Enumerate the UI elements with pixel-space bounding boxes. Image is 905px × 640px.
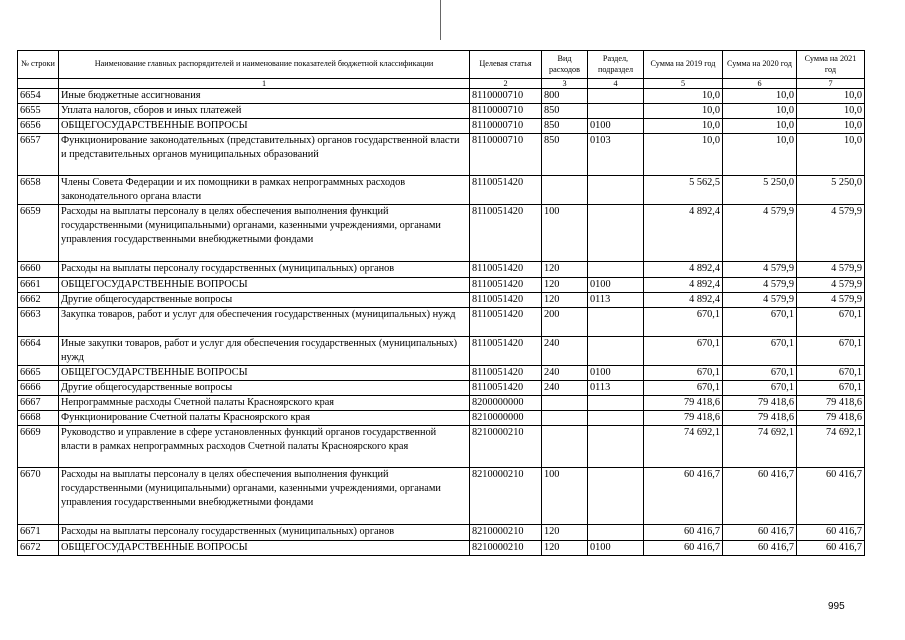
row-razdel (588, 104, 644, 119)
row-razdel: 0113 (588, 381, 644, 396)
row-target-code: 8200000000 (470, 396, 542, 411)
row-razdel (588, 396, 644, 411)
column-number: 6 (723, 79, 797, 89)
row-vid: 120 (542, 262, 588, 278)
row-target-code: 8110000710 (470, 119, 542, 134)
header-name: Наименование главных распорядителей и наименование показателей бюджетной классификации (59, 51, 470, 79)
row-sum-2021: 10,0 (797, 119, 865, 134)
row-number: 6656 (18, 119, 59, 134)
table-row (18, 89, 865, 104)
header-sum-2020: Сумма на 2020 год (723, 51, 797, 79)
row-vid: 120 (542, 293, 588, 308)
row-vid: 850 (542, 134, 588, 176)
row-target-code: 8110000710 (470, 104, 542, 119)
row-sum-2019: 670,1 (644, 366, 723, 381)
row-vid: 120 (542, 541, 588, 556)
row-sum-2021: 60 416,7 (797, 468, 865, 525)
header-sum-2021: Сумма на 2021 год (797, 51, 865, 79)
header-vid: Вид расходов (542, 51, 588, 79)
table-row (18, 119, 865, 134)
row-sum-2020: 670,1 (723, 381, 797, 396)
row-sum-2019: 4 892,4 (644, 293, 723, 308)
header-sum-2019: Сумма на 2019 год (644, 51, 723, 79)
row-sum-2021: 670,1 (797, 308, 865, 337)
row-razdel (588, 308, 644, 337)
header-row (18, 51, 865, 79)
row-sum-2020: 10,0 (723, 89, 797, 104)
row-vid: 120 (542, 278, 588, 293)
row-sum-2021: 4 579,9 (797, 262, 865, 278)
row-sum-2020: 60 416,7 (723, 541, 797, 556)
table-row (18, 426, 865, 468)
row-razdel (588, 205, 644, 262)
row-target-code: 8110051420 (470, 293, 542, 308)
column-number-row (18, 79, 865, 89)
row-sum-2019: 60 416,7 (644, 525, 723, 541)
row-name: Уплата налогов, сборов и иных платежей (59, 104, 470, 119)
row-sum-2019: 74 692,1 (644, 426, 723, 468)
row-vid: 120 (542, 525, 588, 541)
row-target-code: 8210000210 (470, 426, 542, 468)
row-target-code: 8210000000 (470, 411, 542, 426)
row-name: Расходы на выплаты персоналу в целях обеспечения выполнения функций государственными (муниципальными) органами, казенными учреждениями, органами управления государственными внебюджетными фондами (59, 468, 470, 525)
header-target: Целевая статья (470, 51, 542, 79)
page-number: 995 (828, 601, 845, 612)
row-sum-2020: 5 250,0 (723, 176, 797, 205)
row-name: Другие общегосударственные вопросы (59, 381, 470, 396)
row-name: Расходы на выплаты персоналу государственных (муниципальных) органов (59, 262, 470, 278)
row-sum-2020: 670,1 (723, 366, 797, 381)
row-sum-2021: 670,1 (797, 381, 865, 396)
column-number: 2 (470, 79, 542, 89)
row-name: Функционирование законодательных (представительных) органов государственной власти и представительных органов муниципальных образований (59, 134, 470, 176)
table-row (18, 541, 865, 556)
row-sum-2021: 60 416,7 (797, 525, 865, 541)
row-name: Другие общегосударственные вопросы (59, 293, 470, 308)
row-target-code: 8110051420 (470, 176, 542, 205)
row-sum-2020: 60 416,7 (723, 525, 797, 541)
header-razdel: Раздел, подраздел (588, 51, 644, 79)
table-row (18, 134, 865, 176)
column-number: 1 (59, 79, 470, 89)
row-target-code: 8110051420 (470, 366, 542, 381)
row-razdel (588, 411, 644, 426)
row-razdel (588, 525, 644, 541)
row-razdel: 0100 (588, 541, 644, 556)
row-razdel (588, 262, 644, 278)
row-vid (542, 411, 588, 426)
table-row (18, 176, 865, 205)
row-name: ОБЩЕГОСУДАРСТВЕННЫЕ ВОПРОСЫ (59, 278, 470, 293)
row-number: 6660 (18, 262, 59, 278)
row-sum-2020: 670,1 (723, 337, 797, 366)
row-sum-2019: 10,0 (644, 134, 723, 176)
row-name: Иные бюджетные ассигнования (59, 89, 470, 104)
row-number: 6663 (18, 308, 59, 337)
table-row (18, 381, 865, 396)
row-number: 6672 (18, 541, 59, 556)
row-sum-2021: 10,0 (797, 104, 865, 119)
row-sum-2019: 5 562,5 (644, 176, 723, 205)
row-razdel (588, 426, 644, 468)
row-sum-2019: 10,0 (644, 104, 723, 119)
row-number: 6657 (18, 134, 59, 176)
row-sum-2020: 74 692,1 (723, 426, 797, 468)
row-target-code: 8210000210 (470, 468, 542, 525)
row-vid: 800 (542, 89, 588, 104)
row-target-code: 8210000210 (470, 541, 542, 556)
row-vid (542, 176, 588, 205)
table-row (18, 104, 865, 119)
row-sum-2019: 10,0 (644, 89, 723, 104)
row-sum-2019: 4 892,4 (644, 262, 723, 278)
row-sum-2020: 4 579,9 (723, 278, 797, 293)
table-row (18, 396, 865, 411)
row-sum-2021: 74 692,1 (797, 426, 865, 468)
budget-table (17, 50, 865, 556)
row-number: 6654 (18, 89, 59, 104)
row-razdel: 0100 (588, 366, 644, 381)
row-vid (542, 396, 588, 411)
column-number: 4 (588, 79, 644, 89)
row-name: Расходы на выплаты персоналу государственных (муниципальных) органов (59, 525, 470, 541)
row-name: ОБЩЕГОСУДАРСТВЕННЫЕ ВОПРОСЫ (59, 541, 470, 556)
row-number: 6671 (18, 525, 59, 541)
column-number: 3 (542, 79, 588, 89)
row-sum-2021: 10,0 (797, 134, 865, 176)
row-sum-2021: 10,0 (797, 89, 865, 104)
row-sum-2019: 60 416,7 (644, 468, 723, 525)
row-target-code: 8110000710 (470, 89, 542, 104)
row-number: 6668 (18, 411, 59, 426)
row-sum-2021: 670,1 (797, 366, 865, 381)
row-number: 6664 (18, 337, 59, 366)
row-number: 6667 (18, 396, 59, 411)
row-vid: 240 (542, 381, 588, 396)
row-razdel (588, 337, 644, 366)
row-razdel (588, 468, 644, 525)
row-sum-2020: 4 579,9 (723, 205, 797, 262)
row-vid: 850 (542, 104, 588, 119)
row-sum-2021: 4 579,9 (797, 205, 865, 262)
row-sum-2020: 10,0 (723, 104, 797, 119)
row-name: Закупка товаров, работ и услуг для обеспечения государственных (муниципальных) нужд (59, 308, 470, 337)
row-number: 6655 (18, 104, 59, 119)
table-row (18, 205, 865, 262)
row-name: Непрограммные расходы Счетной палаты Красноярского края (59, 396, 470, 411)
row-target-code: 8110051420 (470, 205, 542, 262)
column-number: 7 (797, 79, 865, 89)
row-name: Иные закупки товаров, работ и услуг для обеспечения государственных (муниципальных) нужд (59, 337, 470, 366)
row-number: 6659 (18, 205, 59, 262)
row-number: 6669 (18, 426, 59, 468)
row-target-code: 8110051420 (470, 337, 542, 366)
row-name: Члены Совета Федерации и их помощники в рамках непрограммных расходов законодательного органа власти (59, 176, 470, 205)
row-sum-2019: 670,1 (644, 337, 723, 366)
table-row (18, 525, 865, 541)
table-row (18, 278, 865, 293)
row-sum-2019: 79 418,6 (644, 396, 723, 411)
row-sum-2021: 4 579,9 (797, 293, 865, 308)
column-number (18, 79, 59, 89)
row-sum-2020: 4 579,9 (723, 293, 797, 308)
row-razdel: 0100 (588, 119, 644, 134)
table-row (18, 293, 865, 308)
table-row (18, 308, 865, 337)
row-sum-2020: 79 418,6 (723, 411, 797, 426)
row-razdel (588, 89, 644, 104)
row-sum-2020: 10,0 (723, 134, 797, 176)
row-vid (542, 426, 588, 468)
row-number: 6661 (18, 278, 59, 293)
row-sum-2019: 4 892,4 (644, 205, 723, 262)
row-number: 6670 (18, 468, 59, 525)
row-sum-2020: 79 418,6 (723, 396, 797, 411)
row-sum-2019: 60 416,7 (644, 541, 723, 556)
row-sum-2021: 79 418,6 (797, 396, 865, 411)
row-sum-2021: 79 418,6 (797, 411, 865, 426)
row-vid: 240 (542, 337, 588, 366)
row-target-code: 8110051420 (470, 308, 542, 337)
row-vid: 100 (542, 468, 588, 525)
row-target-code: 8110051420 (470, 381, 542, 396)
row-sum-2019: 79 418,6 (644, 411, 723, 426)
row-sum-2021: 670,1 (797, 337, 865, 366)
row-sum-2019: 670,1 (644, 381, 723, 396)
row-sum-2019: 4 892,4 (644, 278, 723, 293)
row-number: 6665 (18, 366, 59, 381)
row-target-code: 8110000710 (470, 134, 542, 176)
row-sum-2019: 10,0 (644, 119, 723, 134)
row-number: 6662 (18, 293, 59, 308)
table-row (18, 337, 865, 366)
row-sum-2020: 10,0 (723, 119, 797, 134)
row-sum-2021: 60 416,7 (797, 541, 865, 556)
row-vid: 850 (542, 119, 588, 134)
row-sum-2020: 4 579,9 (723, 262, 797, 278)
row-sum-2019: 670,1 (644, 308, 723, 337)
table-row (18, 262, 865, 278)
row-sum-2020: 670,1 (723, 308, 797, 337)
row-number: 6666 (18, 381, 59, 396)
row-name: Руководство и управление в сфере установленных функций органов государственной власти в рамках непрограммных расходов Счетной палаты Красноярского края (59, 426, 470, 468)
row-sum-2021: 5 250,0 (797, 176, 865, 205)
row-razdel: 0100 (588, 278, 644, 293)
scan-artifact-line (440, 0, 441, 40)
header-row-no: № строки (18, 51, 59, 79)
row-sum-2020: 60 416,7 (723, 468, 797, 525)
row-target-code: 8110051420 (470, 262, 542, 278)
row-target-code: 8210000210 (470, 525, 542, 541)
table-row (18, 468, 865, 525)
row-name: ОБЩЕГОСУДАРСТВЕННЫЕ ВОПРОСЫ (59, 119, 470, 134)
row-razdel (588, 176, 644, 205)
row-sum-2021: 4 579,9 (797, 278, 865, 293)
table-row (18, 366, 865, 381)
row-vid: 240 (542, 366, 588, 381)
row-vid: 100 (542, 205, 588, 262)
row-target-code: 8110051420 (470, 278, 542, 293)
row-number: 6658 (18, 176, 59, 205)
row-name: ОБЩЕГОСУДАРСТВЕННЫЕ ВОПРОСЫ (59, 366, 470, 381)
row-razdel: 0103 (588, 134, 644, 176)
row-vid: 200 (542, 308, 588, 337)
row-razdel: 0113 (588, 293, 644, 308)
row-name: Функционирование Счетной палаты Красноярского края (59, 411, 470, 426)
column-number: 5 (644, 79, 723, 89)
row-name: Расходы на выплаты персоналу в целях обеспечения выполнения функций государственными (муниципальными) органами, казенными учреждениями, органами управления государственными внебюджетными фондами (59, 205, 470, 262)
table-row (18, 411, 865, 426)
